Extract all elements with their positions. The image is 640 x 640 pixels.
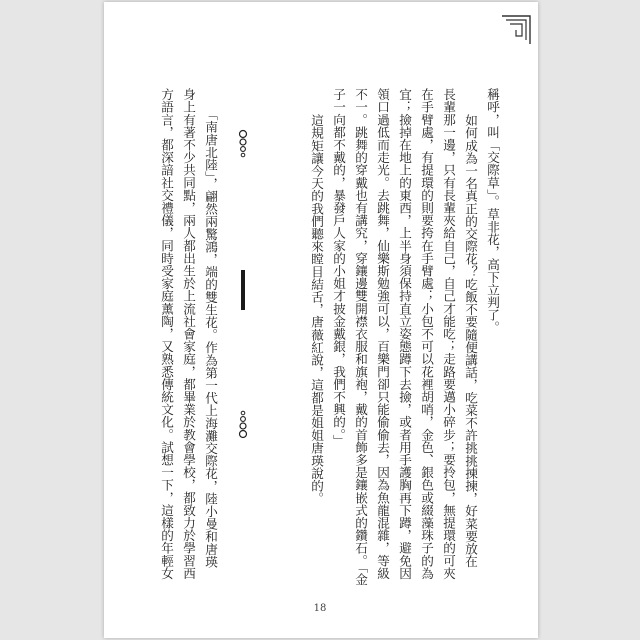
text-column: 稱呼，叫「交際草」。草非花，高下立判了。	[485, 88, 500, 334]
text-column: 不一。跳舞的穿戴也有講究，穿鑲邊雙開襟衣服和旗袍，戴的首飾多是鑲嵌式的鑽石。「金	[353, 88, 368, 586]
text-column: 身上有著不少共同點，兩人都出生於上流社會家庭，都畢業於教會學校，都致力於學習西	[181, 88, 196, 580]
text-column: 子一向都不戴的，暴發戶人家的小姐才披金戴銀，我們不興的。」	[331, 88, 346, 448]
text-column: 這規矩讓今天的我們聽來瞠目結舌，唐薇紅說，這都是姐姐唐瑛說的。	[309, 114, 324, 505]
flourish-bottom-icon	[237, 406, 249, 442]
text-column: 領口過低而走光。去跳舞，仙樂斯勉強可以，百樂門卻只能偷偷去，因為魚龍混雜，等級	[375, 88, 390, 580]
text-column: 長輩那一邊，只有長輩夾給自己，自己才能吃；走路要邁小碎步；要拎包，無提環的可夾	[441, 88, 456, 580]
section-divider	[241, 270, 245, 310]
text-column: 「南唐北陸」，翩然兩驚鴻，端的雙生花。作為第一代上海灘交際花，陸小曼和唐瑛	[203, 108, 218, 568]
text-column: 如何成為一名真正的交際花？吃飯不要隨便講話，吃菜不許挑挑揀揀，好菜要放在	[463, 114, 478, 568]
flourish-top-icon	[237, 126, 249, 162]
text-column: 在手臂處，有提環的則要挎在手臂處；小包不可以花裡胡哨，金色、銀色或綴藻珠子的為	[419, 88, 434, 580]
corner-ornament-icon	[500, 12, 534, 46]
text-column: 方語言，都深諳社交禮儀，同時受家庭薰陶，又熟悉傳統文化。試想一下，這樣的年輕女	[159, 88, 174, 580]
text-column: 宜；撿掉在地上的東西，上半身須保持直立姿態蹲下去撿，或者用手護胸再下蹲，避免因	[397, 88, 412, 580]
page-number: 18	[313, 603, 327, 614]
